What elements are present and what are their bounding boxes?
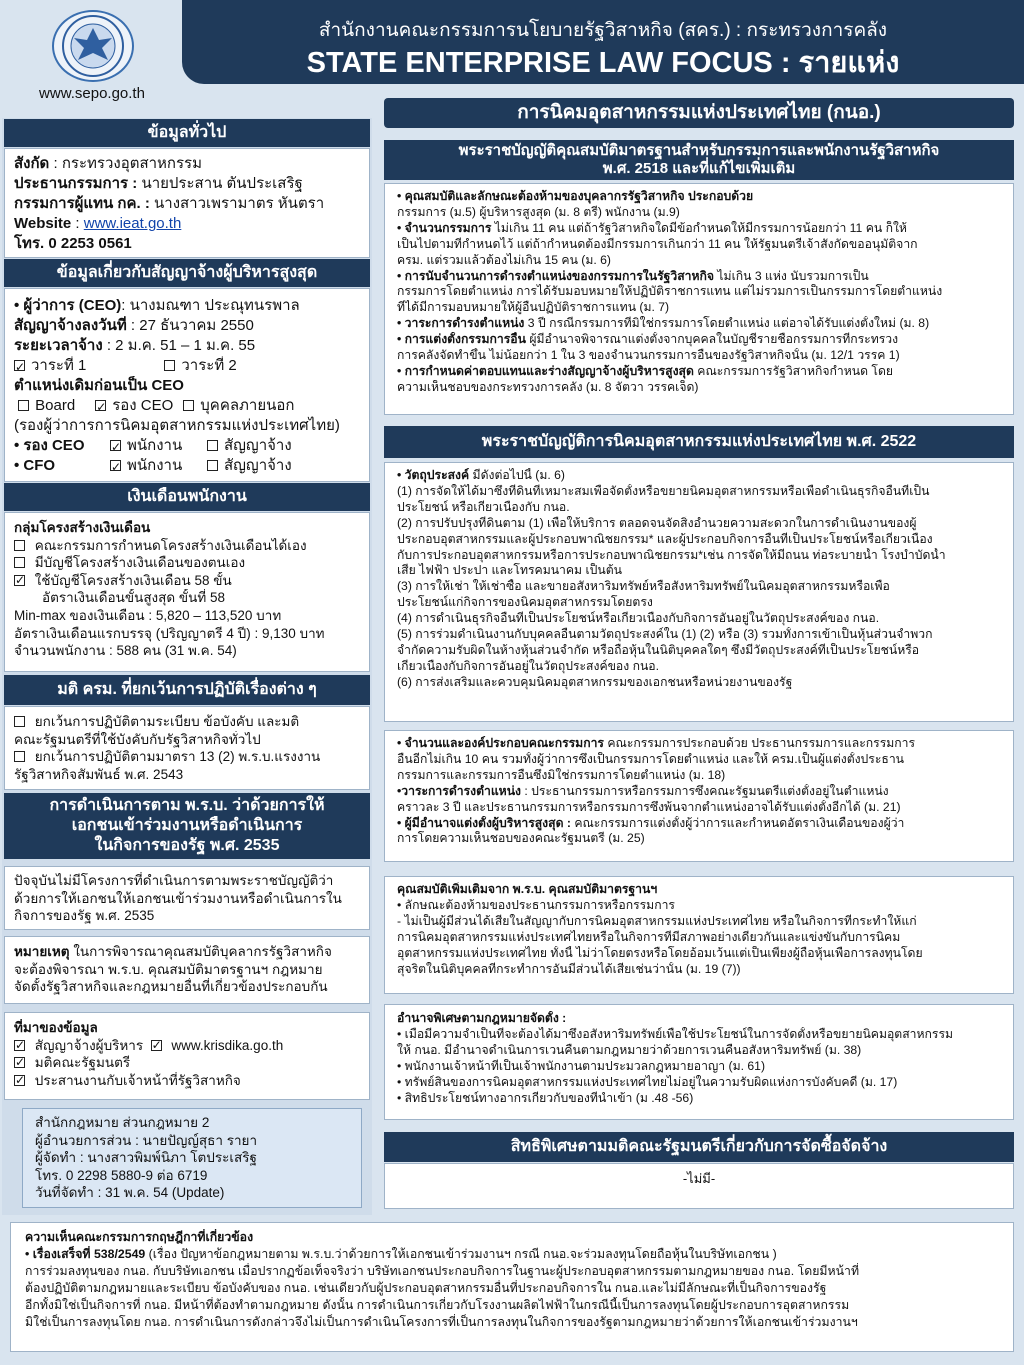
garuda-logo-icon bbox=[54, 12, 132, 80]
source2-checkbox bbox=[14, 1057, 25, 1068]
cabinet-item2-checkbox bbox=[14, 751, 25, 762]
term2-checkbox bbox=[164, 360, 175, 371]
ieat-website-link[interactable]: www.ieat.go.th bbox=[83, 215, 182, 232]
sign-date-value: : 27 ธันวาคม 2550 bbox=[126, 317, 254, 334]
ppp-text-line3: กิจการของรัฐ พ.ศ. 2535 bbox=[14, 908, 155, 924]
deputy-option-label: รอง CEO bbox=[112, 397, 174, 414]
contract-heading: ข้อมูลเกี่ยวกับสัญญาจ้างผู้บริหารสูงสุด bbox=[4, 259, 370, 287]
objective3-line1: (3) การให้เช่า ให้เช่าซื้อ และขายอสังหาริมทรัพย์หรือสังหาริมทรัพย์ในนิคมอุตสาหกรรมหรือเพื่อ bbox=[397, 579, 890, 594]
office-line3: ผู้จัดทำ : นางสาวพิมพ์นิภา โตประเสริฐ bbox=[35, 1150, 257, 1166]
act2518-b5-text2: การคลังจัดทำขึ้น ไม่น้อยกว่า 1 ใน 3 ของจำนวนกรรมการอื่นของรัฐวิสาหกิจนั้น (ม. 12/1 วรรค 1) bbox=[397, 348, 900, 363]
act2518-b1-heading: • คุณสมบัติและลักษณะต้องห้ามของบุคลากรรัฐวิสาหกิจ ประกอบด้วย bbox=[397, 189, 754, 203]
krisdika-link[interactable]: www.krisdika.go.th bbox=[171, 1037, 284, 1053]
act2518-heading-line2: พ.ศ. 2518 และที่แก้ไขเพิ่มเติม bbox=[602, 160, 796, 177]
cfo-employee-checkbox bbox=[110, 460, 121, 471]
office-panel bbox=[22, 1108, 362, 1208]
cabinet-item2-line2: รัฐวิสาหกิจสัมพันธ์ พ.ศ. 2543 bbox=[14, 766, 184, 782]
term2-label: วาระที่ 2 bbox=[181, 357, 237, 374]
special-line3: • พนักงานเจ้าหน้าที่เป็นเจ้าพนักงานตามประมวลกฎหมายอาญา (ม. 61) bbox=[397, 1058, 766, 1073]
board-checkbox bbox=[18, 400, 29, 411]
office-line5: วันที่จัดทำ : 31 พ.ค. 54 (Update) bbox=[35, 1185, 225, 1201]
contract-panel bbox=[4, 288, 370, 482]
act2522-heading: พระราชบัญญัติการนิคมอุตสาหกรรมแห่งประเทศไทย พ.ศ. 2522 bbox=[384, 426, 1014, 458]
sepo-website[interactable]: www.sepo.go.th bbox=[39, 85, 145, 102]
office-line1: สำนักกฎหมาย ส่วนกฎหมาย 2 bbox=[35, 1115, 210, 1130]
salary-group-heading: กลุ่มโครงสร้างเงินเดือน bbox=[14, 520, 151, 535]
sign-date-label: สัญญาจ้างลงวันที่ bbox=[14, 317, 127, 334]
act2518-panel bbox=[384, 183, 1014, 415]
outsider-checkbox bbox=[183, 400, 194, 411]
objectives-intro: มีดังต่อไปนี้ (ม. 6) bbox=[469, 468, 565, 482]
affiliation-value: : กระทรวงอุตสาหกรรม bbox=[49, 155, 203, 172]
staff-count: จำนวนพนักงาน : 588 คน (31 พ.ค. 54) bbox=[14, 643, 237, 659]
website-separator: : bbox=[71, 215, 84, 232]
note-text-line3: จัดตั้งรัฐวิสาหกิจและกฎหมายอื่นที่เกี่ยวข้องประกอบกัน bbox=[14, 979, 328, 995]
cabinet-item2-line1: ยกเว้นการปฏิบัติตามมาตรา 13 (2) พ.ร.บ.แรงงาน bbox=[34, 749, 321, 765]
cabinet-item1-checkbox bbox=[14, 716, 25, 727]
objective2-line1: (2) การปรับปรุงที่ดินตาม (1) เพื่อให้บริการ ตลอดจนจัดสิ่งอำนวยความสะดวกในการดำเนินงานของผู้ bbox=[397, 515, 917, 530]
objective3-line2: ประโยชน์แก่กิจการของนิคมอุตสาหกรรมโดยตรง bbox=[397, 595, 653, 610]
special-powers-heading: อำนาจพิเศษตามกฎหมายจัดตั้ง : bbox=[397, 1011, 567, 1025]
ceo-appointment-text2: การโดยความเห็นชอบของคณะรัฐมนตรี (ม. 25) bbox=[397, 831, 645, 846]
special-line1: • เมื่อมีความจำเป็นที่จะต้องได้มาซึ่งอสังหาริมทรัพย์เพื่อใช้ประโยชน์ในการจัดตั้งหรือขยายนิคมอุตสาหกรรม bbox=[397, 1026, 954, 1041]
act2518-b3-text3: ที่ได้มีการมอบหมายให้ผู้อื่นปฏิบัติราชการแทน (ม. 7) bbox=[397, 300, 670, 315]
office-line2: ผู้อำนวยการส่วน : นายปัญญ์สุธา รายา bbox=[35, 1132, 258, 1148]
ppp-heading bbox=[4, 793, 370, 859]
objective4: (4) การดำเนินธุรกิจอื่นที่เป็นประโยชน์หรือเกี่ยวเนื่องกับกิจการอันอยู่ในวัตถุประสงค์ของ กนอ. bbox=[397, 611, 880, 626]
act2518-b3-text1: ไม่เกิน 3 แห่ง นับรวมการเป็น bbox=[714, 268, 869, 283]
act2518-b2-text2: เป็นไปตามที่กำหนดไว้ แต่ถ้ากำหนดต้องมีกรรมการเกินกว่า 11 คน ให้รัฐมนตรีเจ้าสังกัดขออนุมัติจาก bbox=[397, 236, 918, 251]
source1-label: สัญญาจ้างผู้บริหาร bbox=[34, 1037, 144, 1053]
cabinet-panel bbox=[4, 706, 370, 790]
period-label: ระยะเวลาจ้าง bbox=[14, 337, 103, 354]
board-term-label: •วาระการดำรงตำแหน่ง bbox=[397, 783, 521, 798]
council-line3: ต้องปฏิบัติตามกฎหมายและระเบียบ ข้อบังคับของ กนอ. เช่นเดียวกับผู้ประกอบอุตสาหกรรมอื่นที่ประกอบกิจการใน กนอ.และไม่มีลักษณะที่เป็นกิจการของรัฐ bbox=[25, 1281, 827, 1295]
banner-title: STATE ENTERPRISE LAW FOCUS : รายแห่ง bbox=[306, 47, 900, 79]
logo bbox=[52, 10, 134, 82]
special-line2: ให้ กนอ. มีอำนาจดำเนินการเวนคืนตามกฎหมายว่าด้วยการเวนคืนอสังหาริมทรัพย์ (ม. 38) bbox=[397, 1042, 862, 1057]
extra-qualifications-panel bbox=[384, 876, 1014, 994]
deputy-employee-checkbox bbox=[110, 440, 121, 451]
board-label: Board bbox=[35, 397, 76, 414]
note-text-line2: จะต้องพิจารณา พ.ร.บ. คุณสมบัติมาตรฐานฯ กฎหมาย bbox=[14, 961, 323, 977]
council-opinion-heading: ความเห็นคณะกรรมการกฤษฎีกาที่เกี่ยวข้อง bbox=[25, 1230, 254, 1244]
objective5-line2: จำกัดความรับผิดในห้างหุ้นส่วนจำกัด หรือถือหุ้นในนิติบุคคลใดๆ ซึ่งมีวัตถุประสงค์ที่เป็นประโยชน์หรือ bbox=[397, 642, 920, 657]
act2522-board-panel bbox=[384, 730, 1014, 862]
council-case-label: • เรื่องเสร็จที่ 538/2549 bbox=[25, 1247, 146, 1261]
enterprise-title: การนิคมอุตสาหกรรมแห่งประเทศไทย (กนอ.) bbox=[384, 98, 1014, 128]
act2518-b5-text1: ผู้มีอำนาจพิจารณาแต่งตั้งจากบุคคลในบัญชีรายชื่อกรรมการที่กระทรวง bbox=[525, 332, 899, 347]
phone: โทร. 0 2253 0561 bbox=[14, 235, 132, 252]
salary-opt2-label: มีบัญชีโครงสร้างเงินเดือนของตนเอง bbox=[34, 555, 246, 571]
note-panel bbox=[4, 936, 370, 1004]
act2518-heading-line1: พระราชบัญญัติคุณสมบัติมาตรฐานสำหรับกรรมการและพนักงานรัฐวิสาหกิจ bbox=[458, 142, 940, 159]
salary-heading: เงินเดือนพนักงาน bbox=[4, 483, 370, 511]
source1-checkbox bbox=[14, 1040, 25, 1051]
website-label: Website bbox=[14, 215, 72, 232]
period-value: : 2 ม.ค. 51 – 1 ม.ค. 55 bbox=[102, 337, 256, 354]
general-info-heading: ข้อมูลทั่วไป bbox=[4, 119, 370, 147]
objective1-line2: ประโยชน์ หรือเกี่ยวเนื่องกับ กนอ. bbox=[397, 499, 570, 514]
source1b-checkbox bbox=[151, 1040, 162, 1051]
act2518-b1-text: กรรมการ (ม.5) ผู้บริหารสูงสุด (ม. 8 ตรี) พนักงาน (ม.9) bbox=[397, 204, 680, 219]
office-line4: โทร. 0 2298 5880-9 ต่อ 6719 bbox=[35, 1167, 208, 1183]
board-term-text2: คราวละ 3 ปี และประธานกรรมการหรือกรรมการซึ่งพ้นจากตำแหน่งอาจได้รับแต่งตั้งอีกได้ (ม. 21) bbox=[397, 799, 901, 814]
salary-first-rate: อัตราเงินเดือนแรกบรรจุ (ปริญญาตรี 4 ปี) : 9,130 บาท bbox=[14, 625, 325, 641]
source2-label: มติคณะรัฐมนตรี bbox=[34, 1055, 131, 1071]
deputy-employee-label: พนักงาน bbox=[127, 437, 183, 454]
act2518-b6-text2: ความเห็นชอบของกระทรวงการคลัง (ม. 8 จัตวา วรรคเจ็ด) bbox=[397, 379, 699, 394]
chairman-label: ประธานกรรมการ : bbox=[14, 175, 138, 192]
procurement-heading: สิทธิพิเศษตามมติคณะรัฐมนตรีเกี่ยวกับการจัดซื้อจัดจ้าง bbox=[384, 1132, 1014, 1162]
source3-checkbox bbox=[14, 1075, 25, 1086]
act2518-b4-label: • วาระการดำรงตำแหน่ง bbox=[397, 316, 525, 331]
cfo-contract-checkbox bbox=[207, 460, 218, 471]
extra-qualifications-heading: คุณสมบัติเพิ่มเติมจาก พ.ร.บ. คุณสมบัติมาตรฐานฯ bbox=[397, 882, 658, 896]
act2518-b2-text3: ครม. แต่รวมแล้วต้องไม่เกิน 15 คน (ม. 6) bbox=[397, 252, 611, 267]
deputy-checkbox bbox=[95, 400, 106, 411]
act2518-b4-text1: 3 ปี กรณีกรรมการที่มิใช่กรรมการโดยตำแหน่ง แต่อาจได้รับแต่งตั้งใหม่ (ม. 8) bbox=[524, 316, 930, 331]
salary-opt2-checkbox bbox=[14, 557, 25, 568]
objective2-line2: ประกอบอุตสาหกรรมและผู้ประกอบพาณิชยกรรม* และผู้ประกอบกิจการอื่นที่เป็นประโยชน์หรือเกี่ยวเนื่อง bbox=[397, 531, 933, 546]
cfo-contract-label: สัญญาจ้าง bbox=[224, 457, 292, 474]
council-line4: อีกทั้งมิใช่เป็นกิจการที่ กนอ. มีหน้าที่ต้องทำตามกฎหมาย ดังนั้น การดำเนินการเกี่ยวกับโรงงานผลิตไฟฟ้าในกรณีนี้เป็นการลงทุนโดยผู้ประกอบการอุตสาหกรรม bbox=[25, 1298, 850, 1312]
cfo-employee-label: พนักงาน bbox=[127, 457, 183, 474]
procurement-text: -ไม่มี- bbox=[682, 1171, 716, 1186]
act2518-b2-text1: ไม่เกิน 11 คน แต่ถ้ารัฐวิสาหกิจใดมีข้อกำหนดให้มีกรรมการน้อยกว่า 11 คน ก็ให้ bbox=[491, 220, 907, 235]
ceo-appointment-label: • ผู้มีอำนาจแต่งตั้งผู้บริหารสูงสุด : bbox=[397, 815, 571, 830]
objective2-line3: กับการประกอบอุตสาหกรรมหรือการประกอบพาณิชยกรรม*เช่น การจัดให้มีถนน ท่อระบายน้ำ โรงบำบัดน้ำ bbox=[397, 547, 946, 562]
act2518-b3-text2: กรรมการโดยตำแหน่ง การได้รับมอบหมายให้ปฏิบัติราชการแทน แต่ไม่รวมการเป็นกรรมการโดยตำแหน่ง bbox=[397, 284, 943, 299]
note-text-line1: ในการพิจารณาคุณสมบัติบุคลากรรัฐวิสาหกิจ bbox=[69, 944, 332, 959]
council-case-subject: (เรื่อง ปัญหาข้อกฎหมายตาม พ.ร.บ.ว่าด้วยการให้เอกชนเข้าร่วมงานฯ กรณี กนอ.จะร่วมลงทุนโดยถือหุ้นในบริษัทเอกชน ) bbox=[145, 1247, 777, 1261]
procurement-panel bbox=[384, 1163, 1014, 1209]
director-label: กรรมการผู้แทน กค. : bbox=[14, 195, 150, 212]
top-banner bbox=[182, 0, 1024, 84]
objective5-line3: เกี่ยวเนื่องกับกิจการอันอยู่ในวัตถุประสงค์ของ กนอ. bbox=[397, 658, 660, 673]
ppp-text-line1: ปัจจุบันไม่มีโครงการที่ดำเนินการตามพระราชบัญญัติว่า bbox=[14, 873, 334, 888]
salary-opt3-checkbox bbox=[14, 575, 25, 586]
objective1-line1: (1) การจัดให้ได้มาซึ่งที่ดินที่เหมาะสมเพื่อจัดตั้งหรือขยายนิคมอุตสาหกรรมหรือเพื่อดำเนินธุรกิจอื่นที่เป็น bbox=[397, 483, 930, 498]
cabinet-item1-line1: ยกเว้นการปฏิบัติตามระเบียบ ข้อบังคับ และมติ bbox=[34, 714, 300, 729]
extra-line1: • ลักษณะต้องห้ามของประธานกรรมการหรือกรรมการ bbox=[397, 897, 675, 912]
act2518-b5-label: • การแต่งตั้งกรรมการอื่น bbox=[397, 332, 526, 347]
salary-panel bbox=[4, 512, 370, 672]
objective6: (6) การส่งเสริมและควบคุมนิคมอุตสาหกรรมของเอกชนหรือหน่วยงานของรัฐ bbox=[397, 674, 793, 689]
prev-position-note: (รองผู้ว่าการการนิคมอุตสาหกรรมแห่งประเทศไทย) bbox=[14, 417, 340, 434]
deputy-contract-label: สัญญาจ้าง bbox=[224, 437, 292, 454]
prev-position-heading: ตำแหน่งเดิมก่อนเป็น CEO bbox=[14, 377, 184, 394]
extra-line3: การนิคมอุตสาหกรรมแห่งประเทศไทยหรือในกิจการที่มีสภาพอย่างเดียวกันและแข่งขันกับการนิคม bbox=[397, 929, 901, 944]
general-info-panel bbox=[4, 148, 370, 258]
salary-opt1-label: คณะกรรมการกำหนดโครงสร้างเงินเดือนได้เอง bbox=[34, 537, 307, 553]
council-line2: การร่วมลงทุนของ กนอ. กับบริษัทเอกชน เมื่อปรากฏข้อเท็จจริงว่า บริษัทเอกชนประกอบกิจการในฐานะผู้ประกอบอุตสาหกรรมตามกฎหมายของ กนอ. โดยมีหน้าที่ bbox=[25, 1264, 860, 1278]
council-line5: มิใช่เป็นการลงทุนโดย กนอ. การดำเนินการดังกล่าวจึงไม่เป็นการดำเนินโครงการที่เป็นการลงทุนในกิจการของรัฐตามกฎหมายว่าด้วยการให้เอกชนเข้าร่วมงานฯ bbox=[25, 1315, 858, 1329]
objective2-line4: เสีย ไฟฟ้า ประปา และโทรคมนาคม เป็นต้น bbox=[397, 563, 622, 578]
outsider-label: บุคคลภายนอก bbox=[200, 397, 295, 414]
council-opinion-panel bbox=[10, 1222, 1014, 1352]
deputy-contract-checkbox bbox=[207, 440, 218, 451]
term1-label: วาระที่ 1 bbox=[31, 357, 87, 374]
board-composition-text1: คณะกรรมการประกอบด้วย ประธานกรรมการและกรรมการ bbox=[603, 736, 916, 750]
salary-opt1-checkbox bbox=[14, 540, 25, 551]
chairman-value: นายประสาน ตันประเสริฐ bbox=[137, 175, 303, 192]
affiliation-label: สังกัด bbox=[14, 155, 50, 172]
sources-heading: ที่มาของข้อมูล bbox=[14, 1020, 98, 1035]
ceo-label: • ผู้ว่าการ (CEO) bbox=[14, 297, 122, 314]
act2522-objectives-panel bbox=[384, 462, 1014, 722]
cabinet-heading: มติ ครม. ที่ยกเว้นการปฏิบัติเรื่องต่าง ๆ bbox=[4, 675, 370, 705]
special-line4: • ทรัพย์สินของการนิคมอุตสาหกรรมแห่งประเทศไทยไม่อยู่ในความรับผิดแห่งการบังคับคดี (ม. 17) bbox=[397, 1074, 898, 1089]
act2518-b2-label: • จำนวนกรรมการ bbox=[397, 220, 492, 235]
ppp-text-line2: ด้วยการให้เอกชนให้เอกชนเข้าร่วมงานหรือดำเนินการใน bbox=[14, 890, 342, 906]
director-value: นางสาวเพรามาตร หันตรา bbox=[149, 195, 325, 212]
act2518-b3-label: • การนับจำนวนการดำรงตำแหน่งของกรรมการในรัฐวิสาหกิจ bbox=[397, 268, 715, 283]
sources-panel bbox=[4, 1012, 370, 1100]
source3-label: ประสานงานกับเจ้าหน้าที่รัฐวิสาหกิจ bbox=[34, 1072, 241, 1088]
ceo-value: : นางมณฑา ประณุทนรพาล bbox=[121, 297, 300, 314]
special-powers-panel bbox=[384, 1004, 1014, 1120]
objectives-label: • วัตถุประสงค์ bbox=[397, 468, 470, 482]
deputy-ceo-label: • รอง CEO bbox=[14, 437, 85, 454]
ppp-heading-line1: การดำเนินการตาม พ.ร.บ. ว่าด้วยการให้ bbox=[49, 797, 325, 814]
salary-minmax: Min-max ของเงินเดือน : 5,820 – 113,520 บาท bbox=[14, 607, 282, 623]
banner-subtitle: สำนักงานคณะกรรมการนโยบายรัฐวิสาหกิจ (สคร.) : กระทรวงการคลัง bbox=[318, 20, 888, 41]
note-label: หมายเหตุ bbox=[14, 944, 70, 959]
salary-opt3-label: ใช้บัญชีโครงสร้างเงินเดือน 58 ขั้น bbox=[34, 572, 232, 588]
ceo-appointment-text1: คณะกรรมการแต่งตั้งผู้ว่าการและกำหนดอัตราเงินเดือนของผู้ว่า bbox=[570, 815, 905, 830]
ppp-panel bbox=[4, 866, 370, 930]
board-composition-text2: อื่นอีกไม่เกิน 10 คน รวมทั้งผู้ว่าการซึ่งเป็นกรรมการโดยตำแหน่ง และให้ ครม.เป็นผู้แต่งตั้งประธาน bbox=[397, 751, 905, 766]
act2518-b6-text1: คณะกรรมการรัฐวิสาหกิจกำหนด โดย bbox=[693, 363, 894, 378]
board-term-text1: : ประธานกรรมการหรือกรรมการซึ่งคณะรัฐมนตรีแต่งตั้งอยู่ในตำแหน่ง bbox=[521, 783, 889, 798]
extra-line2: - ไม่เป็นผู้มีส่วนได้เสียในสัญญากับการนิคมอุตสาหกรรมแห่งประเทศไทย หรือในกิจการที่กระทำให้แก่ bbox=[397, 913, 917, 928]
extra-line4: อุตสาหกรรมแห่งประเทศไทย ทั้งนี้ ไม่ว่าโดยตรงหรือโดยอ้อมเว้นแต่เป็นเพียงผู้ถือหุ้นเพื่อการลงทุนโดย bbox=[397, 945, 923, 960]
board-composition-text3: กรรมการและกรรมการอื่นซึ่งมิใช่กรรมการโดยตำแหน่ง (ม. 18) bbox=[397, 767, 726, 782]
cfo-label: • CFO bbox=[14, 457, 56, 474]
act2518-heading bbox=[384, 140, 1014, 180]
special-line5: • สิทธิประโยชน์ทางอากรเกี่ยวกับของที่นำเข้า (ม .48 -56) bbox=[397, 1090, 694, 1105]
ppp-heading-line3: ในกิจการของรัฐ พ.ศ. 2535 bbox=[94, 837, 280, 854]
ppp-heading-line2: เอกชนเข้าร่วมงานหรือดำเนินการ bbox=[71, 817, 303, 834]
act2518-b6-label: • การกำหนดค่าตอบแทนและร่างสัญญาจ้างผู้บริหารสูงสุด bbox=[397, 363, 694, 378]
cabinet-item1-line2: คณะรัฐมนตรีที่ใช้บังคับกับรัฐวิสาหกิจทั่วไป bbox=[14, 731, 261, 747]
board-composition-label: • จำนวนและองค์ประกอบคณะกรรมการ bbox=[397, 736, 604, 750]
term1-checkbox bbox=[14, 360, 25, 371]
objective5-line1: (5) การร่วมดำเนินงานกับบุคคลอื่นตามวัตถุประสงค์ใน (1) (2) หรือ (3) รวมทั้งการเข้าเป็นหุ้นส่วนจำพวก bbox=[397, 627, 933, 642]
extra-line5: สุจริตในนิติบุคคลที่กระทำการอันมีส่วนได้เสียเช่นว่านั้น (ม. 19 (7)) bbox=[397, 961, 741, 976]
salary-max-step: อัตราเงินเดือนขั้นสูงสุด ขั้นที่ 58 bbox=[42, 590, 226, 606]
